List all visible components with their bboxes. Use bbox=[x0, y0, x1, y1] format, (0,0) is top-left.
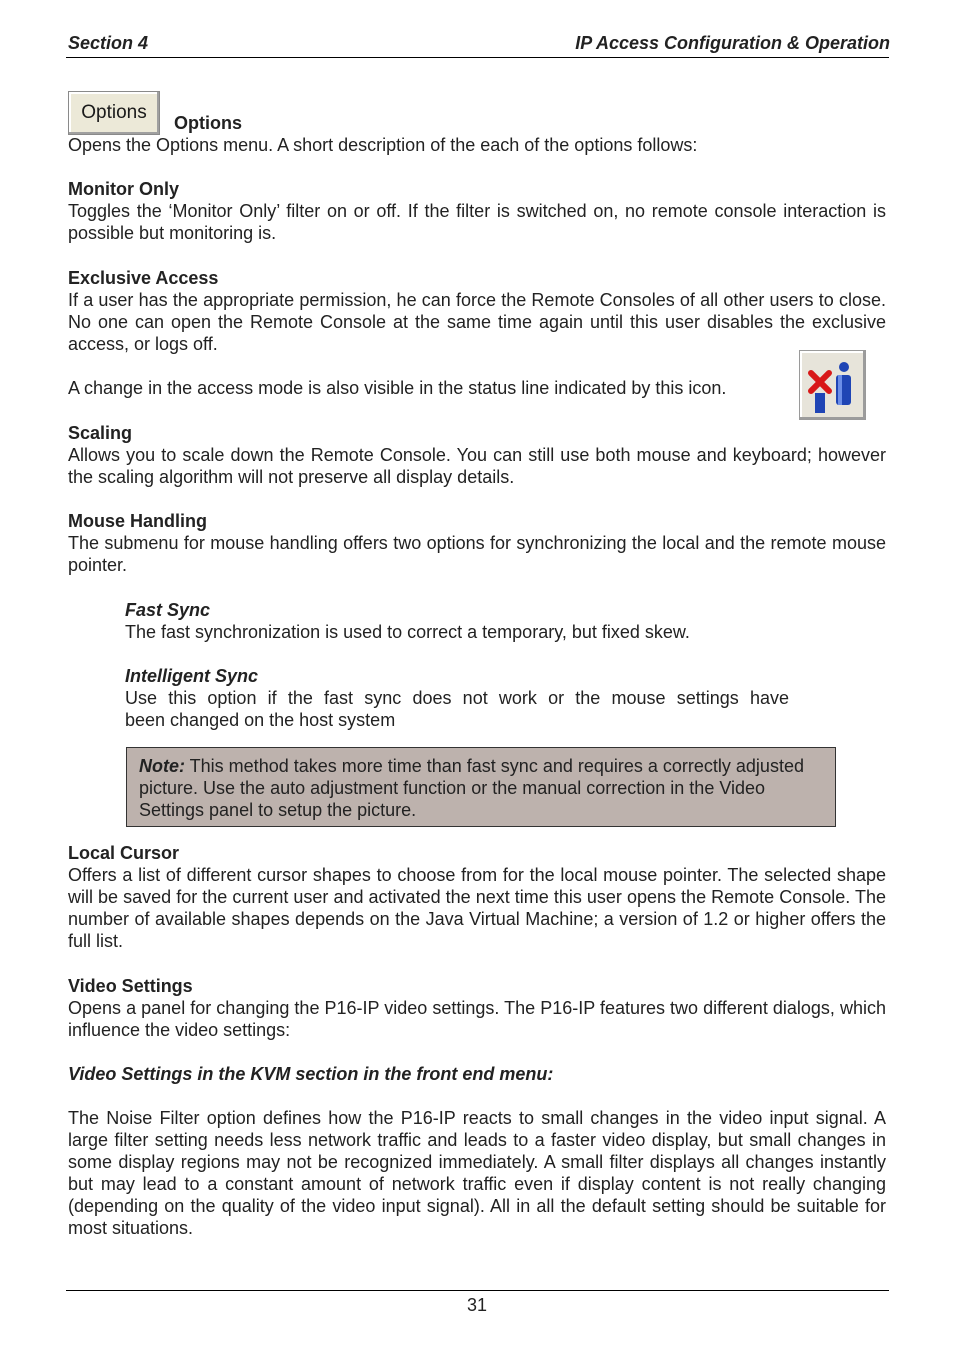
exclusive-access-status-text: A change in the access mode is also visible in the status line indicated by this icon. bbox=[68, 378, 727, 398]
page-number: 31 bbox=[466, 1295, 488, 1315]
video-settings-text: Opens a panel for changing the P16-IP video settings. The P16-IP features two different dialogs, which influence the video settings: bbox=[68, 998, 886, 1040]
local-cursor-text: Offers a list of different cursor shapes to choose from for the local mouse pointer. The selected shape will be saved for the current user and activated the next time this user opens the Remote Console. The number of available shapes depends on the Java Virtual Machine; a version of 1.2 or higher offers the full list. bbox=[68, 865, 886, 951]
mouse-handling-text: The submenu for mouse handling offers two options for synchronizing the local and the remote mouse pointer. bbox=[68, 533, 886, 575]
section-label: Section 4 bbox=[68, 33, 149, 53]
exclusive-access-icon bbox=[799, 350, 866, 420]
exclusive-access-text: If a user has the appropriate permission, he can force the Remote Consoles of all other users to close. No one can open the Remote Console at the same time again until this user disables the exclusive access, or logs off. bbox=[68, 290, 886, 354]
footer-rule bbox=[66, 1290, 889, 1291]
monitor-only-heading: Monitor Only bbox=[68, 179, 179, 199]
options-button-label: Options bbox=[81, 102, 147, 123]
kvm-video-settings-heading: Video Settings in the KVM section in the front end menu: bbox=[68, 1064, 554, 1084]
exclusive-access-heading: Exclusive Access bbox=[68, 268, 219, 288]
header-rule bbox=[66, 57, 889, 58]
scaling-heading: Scaling bbox=[68, 423, 133, 443]
intelligent-sync-line-1: Use this option if the fast sync does not work or the mouse settings have bbox=[125, 688, 789, 708]
options-heading: Options bbox=[174, 113, 242, 133]
noise-filter-text: The Noise Filter option defines how the P16-IP reacts to small changes in the video input signal. A large filter setting needs less network traffic and leads to a faster video display, but small changes in some display regions may not be recognized immediately. A small filter displays all changes instantly but may lead to a constant amount of network traffic even if display content is not really changing (depending on the quality of the video input signal). All in all the default setting should be suitable for most situations. bbox=[68, 1108, 886, 1238]
intelligent-sync-line-2: been changed on the host system bbox=[125, 710, 396, 730]
monitor-only-text: Toggles the ‘Monitor Only’ filter on or off. If the filter is switched on, no remote console interaction is possible but monitoring is. bbox=[68, 201, 886, 243]
intelligent-sync-heading: Intelligent Sync bbox=[125, 666, 259, 686]
local-cursor-heading: Local Cursor bbox=[68, 843, 180, 863]
note-text: This method takes more time than fast sync and requires a correctly adjusted picture. Use the auto adjustment function or the manual correction in the Video Settings panel to setup the picture. bbox=[139, 756, 804, 820]
mouse-handling-heading: Mouse Handling bbox=[68, 511, 207, 531]
options-button-image bbox=[68, 91, 160, 135]
fast-sync-heading: Fast Sync bbox=[125, 600, 211, 620]
options-description: Opens the Options menu. A short description of the each of the options follows: bbox=[68, 135, 698, 155]
scaling-text: Allows you to scale down the Remote Console. You can still use both mouse and keyboard; however the scaling algorithm will not preserve all display details. bbox=[68, 445, 886, 487]
page-header-title: IP Access Configuration & Operation bbox=[575, 33, 890, 53]
note-box bbox=[126, 747, 836, 827]
video-settings-heading: Video Settings bbox=[68, 976, 193, 996]
note-label: Note: bbox=[139, 756, 185, 776]
fast-sync-text: The fast synchronization is used to correct a temporary, but fixed skew. bbox=[125, 622, 690, 642]
